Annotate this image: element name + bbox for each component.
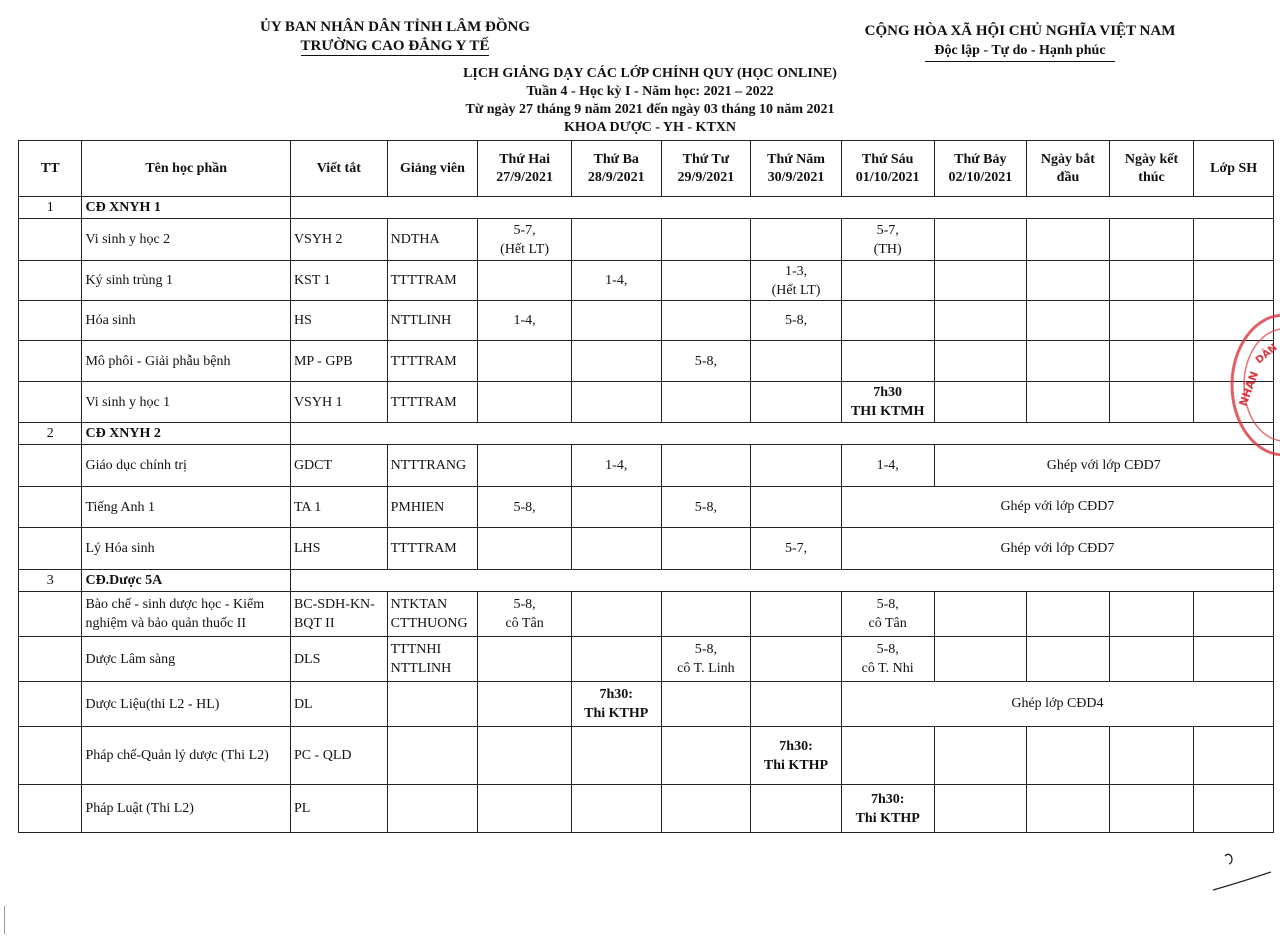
group-number: 3 [19,570,82,592]
day-cell-fri-line: Thi KTHP [855,810,920,826]
day-cell-fri-line: 5-8, [876,642,899,657]
day-cell-thu [751,727,842,785]
day-cell-tue [571,382,661,423]
issuer-block [230,18,560,56]
end-date-cell [1109,341,1194,382]
day-cell-fri [841,785,934,833]
day-cell-wed [661,592,751,637]
day-cell-thu: 5-8, [751,301,842,341]
day-cell-mon [478,219,572,261]
day-cell-wed [661,445,751,487]
svg-text:DÂN: DÂN [1253,342,1280,367]
group-name: CĐ XNYH 1 [82,197,290,219]
row-number [19,727,82,785]
row-number [19,261,82,301]
day-cell-thu [751,341,842,382]
day-cell-fri-line: (TH) [873,241,902,257]
course-abbr: LHS [290,528,387,570]
group-row-filler [290,197,1273,219]
school-name: TRƯỜNG CAO ĐẲNG Y TẾ [300,38,490,54]
day-cell-fri-line: 7h30: [870,791,905,807]
department-name: KHOA DƯỢC - YH - KTXN [563,120,736,135]
table-row [19,592,1274,637]
course-name: Mô phôi - Giải phẫu bệnh [82,341,290,382]
day-cell-wed-line: 5-8, [694,642,717,657]
lecturer [387,682,478,727]
start-date-cell [1027,261,1110,301]
lecturer [387,637,478,682]
issuer-line-2 [230,37,560,56]
lecturer: NTTTRANG [387,445,478,487]
motto-underline [925,61,1115,62]
col-abbr: Viết tắt [290,141,387,197]
day-cell-thu-line: 7h30: [779,738,813,754]
day-cell-mon [478,382,572,423]
day-cell-thu [751,592,842,637]
day-cell-tue: 1-4, [571,261,661,301]
row-number [19,341,82,382]
svg-text:NHÂN: NHÂN [1236,369,1262,409]
day-cell-fri [841,727,934,785]
day-cell-fri-line: 7h30 [873,385,903,400]
day-cell-thu-line: 1-3, [784,263,808,279]
day-cell-fri-line: 5-7, [876,222,899,238]
end-date-cell [1109,261,1194,301]
day-cell-tue: 1-4, [571,445,661,487]
course-name: Lý Hóa sinh [82,528,290,570]
day-cell-tue [571,592,661,637]
start-date-cell [1027,592,1110,637]
day-cell-wed-line: cô T. Linh [677,661,735,676]
row-number [19,528,82,570]
course-name: Tiếng Anh 1 [82,487,290,528]
lecturer [387,785,478,833]
day-cell-fri-line: 5-8, [876,597,899,612]
day-cell-fri-line: cô Tân [868,616,907,631]
day-cell-wed [661,785,751,833]
day-cell-thu-line: (Hết LT) [771,282,821,298]
col-class: Lớp SH [1194,141,1274,197]
day-cell-fri-line: THI KTMH [850,404,925,419]
class-note: Ghép với lớp CĐD7 [841,487,1273,528]
day-cell-tue [571,219,661,261]
row-number [19,592,82,637]
course-name: Vi sinh y học 2 [82,219,290,261]
day-cell-sat [934,592,1027,637]
col-wednesday: Thứ Tư 29/9/2021 [661,141,751,197]
course-name: Pháp chế-Quản lý dược (Thi L2) [82,727,290,785]
class-cell [1194,785,1274,833]
lecturer [387,592,478,637]
lecturer: PMHIEN [387,487,478,528]
row-number [19,682,82,727]
course-abbr: BC-SDH-KN-BQT II [290,592,387,637]
country-name: CỘNG HÒA XÃ HỘI CHỦ NGHĨA VIỆT NAM [864,23,1176,39]
col-monday: Thứ Hai 27/9/2021 [478,141,572,197]
course-abbr: PL [290,785,387,833]
col-lecturer: Giảng viên [387,141,478,197]
start-date-cell [1027,382,1110,423]
national-motto-block [840,22,1200,62]
group-number: 2 [19,423,82,445]
end-date-cell [1109,785,1194,833]
day-cell-thu [751,219,842,261]
day-cell-wed: 5-8, [661,341,751,382]
day-cell-sat [934,382,1027,423]
page-edge-mark [4,905,9,935]
course-abbr: KST 1 [290,261,387,301]
table-row [19,637,1274,682]
day-cell-tue-line: Thi KTHP [584,706,649,721]
table-row [19,301,1274,341]
day-cell-fri [841,637,934,682]
lecturer: TTTTRAM [387,341,478,382]
day-cell-fri [841,592,934,637]
lecturer: NTTLINH [387,301,478,341]
day-cell-thu [751,382,842,423]
day-cell-thu [751,682,842,727]
day-cell-tue [571,727,661,785]
course-name: Dược Lâm sàng [82,637,290,682]
col-tt: TT [19,141,82,197]
day-cell-tue [571,785,661,833]
col-saturday: Thứ Bảy 02/10/2021 [934,141,1027,197]
end-date-cell [1109,727,1194,785]
day-cell-thu: 5-7, [751,528,842,570]
document-title-block [380,65,920,137]
course-abbr: HS [290,301,387,341]
day-cell-thu [751,261,842,301]
course-name: Dược Liệu(thi L2 - HL) [82,682,290,727]
day-cell-wed: 5-8, [661,487,751,528]
day-cell-tue [571,637,661,682]
lecturer-line: NTKTAN [390,597,448,612]
document-subtitle-dates: Từ ngày 27 tháng 9 năm 2021 đến ngày 03 tháng 10 năm 2021 [465,102,835,117]
group-row-filler [290,570,1273,592]
col-end-date: Ngày kết thúc [1109,141,1194,197]
day-cell-thu [751,445,842,487]
start-date-cell [1027,341,1110,382]
day-cell-tue [571,487,661,528]
end-date-cell [1109,301,1194,341]
day-cell-fri [841,219,934,261]
header-row [19,141,1274,197]
table-row [19,682,1274,727]
table-row [19,487,1274,528]
table-row [19,785,1274,833]
start-date-cell [1027,301,1110,341]
course-abbr: DLS [290,637,387,682]
day-cell-mon [478,637,572,682]
group-row [19,197,1274,219]
col-start-date: Ngày bắt đầu [1027,141,1110,197]
schedule-body [19,197,1274,833]
day-cell-mon [478,528,572,570]
row-number [19,445,82,487]
day-cell-mon: 5-8, [478,487,572,528]
document-subtitle-week: Tuần 4 - Học kỳ I - Năm học: 2021 – 2022 [526,84,774,99]
day-cell-mon [478,261,572,301]
col-tuesday: Thứ Ba 28/9/2021 [571,141,661,197]
issuer-line-1: ỦY BAN NHÂN DÂN TỈNH LÂM ĐỒNG [259,19,530,35]
course-abbr: VSYH 1 [290,382,387,423]
lecturer: TTTTRAM [387,382,478,423]
day-cell-mon-line: (Hết LT) [500,241,550,257]
course-name: Vi sinh y học 1 [82,382,290,423]
table-row [19,341,1274,382]
class-cell [1194,592,1274,637]
class-cell [1194,727,1274,785]
day-cell-tue [571,341,661,382]
day-cell-wed [661,219,751,261]
group-row-filler [290,423,1273,445]
motto: Độc lập - Tự do - Hạnh phúc [934,43,1106,58]
day-cell-tue [571,301,661,341]
start-date-cell [1027,219,1110,261]
course-name: Bào chế - sinh dược học - Kiểm nghiệm và bảo quản thuốc II [82,592,290,637]
day-cell-sat [934,219,1027,261]
lecturer-line: TTTNHI [390,642,442,657]
day-cell-tue-line: 7h30: [599,687,633,702]
day-cell-mon [478,727,572,785]
day-cell-mon [478,592,572,637]
day-cell-wed [661,301,751,341]
end-date-cell [1109,219,1194,261]
day-cell-thu [751,785,842,833]
lecturer: TTTTRAM [387,261,478,301]
official-stamp [1226,312,1280,458]
day-cell-mon [478,785,572,833]
day-cell-wed [661,528,751,570]
day-cell-mon-line: 5-8, [513,597,536,612]
course-abbr: DL [290,682,387,727]
day-cell-sat [934,301,1027,341]
row-number [19,301,82,341]
group-row [19,423,1274,445]
end-date-cell [1109,382,1194,423]
group-name: CĐ.Dược 5A [82,570,290,592]
table-row [19,261,1274,301]
day-cell-wed [661,727,751,785]
group-number: 1 [19,197,82,219]
lecturer-line: CTTHUONG [390,616,468,631]
row-number [19,382,82,423]
table-row [19,382,1274,423]
course-name: Pháp Luật (Thi L2) [82,785,290,833]
table-row [19,528,1274,570]
day-cell-wed [661,637,751,682]
row-number [19,219,82,261]
course-abbr: MP - GPB [290,341,387,382]
schedule-table [18,140,1274,833]
day-cell-sat [934,727,1027,785]
day-cell-thu [751,487,842,528]
table-row [19,219,1274,261]
class-note: Ghép với lớp CĐD7 [934,445,1274,487]
day-cell-sat [934,785,1027,833]
day-cell-fri [841,261,934,301]
document-title: LỊCH GIẢNG DẠY CÁC LỚP CHÍNH QUY (HỌC ONLINE) [463,66,837,81]
class-cell [1194,261,1274,301]
day-cell-fri [841,301,934,341]
row-number [19,785,82,833]
table-row [19,727,1274,785]
day-cell-fri [841,341,934,382]
day-cell-mon [478,445,572,487]
group-row [19,570,1274,592]
start-date-cell [1027,637,1110,682]
lecturer: TTTTRAM [387,528,478,570]
course-abbr: VSYH 2 [290,219,387,261]
day-cell-wed [661,682,751,727]
course-name: Hóa sinh [82,301,290,341]
course-abbr: PC - QLD [290,727,387,785]
day-cell-wed [661,382,751,423]
day-cell-sat [934,261,1027,301]
col-friday: Thứ Sáu 01/10/2021 [841,141,934,197]
start-date-cell [1027,785,1110,833]
row-number [19,487,82,528]
course-name: Ký sinh trùng 1 [82,261,290,301]
class-note: Ghép với lớp CĐD7 [841,528,1273,570]
day-cell-mon-line: cô Tân [505,616,544,631]
class-cell [1194,637,1274,682]
day-cell-fri-line: cô T. Nhi [861,661,914,676]
course-name: Giáo dục chính trị [82,445,290,487]
class-cell [1194,219,1274,261]
day-cell-tue [571,528,661,570]
class-note: Ghép lớp CĐD4 [841,682,1273,727]
col-thursday: Thứ Năm 30/9/2021 [751,141,842,197]
end-date-cell [1109,637,1194,682]
row-number [19,637,82,682]
day-cell-sat [934,637,1027,682]
day-cell-tue [571,682,661,727]
signature-mark [1205,848,1275,898]
day-cell-mon-line: 5-7, [513,222,536,238]
lecturer: NDTHA [387,219,478,261]
day-cell-mon [478,682,572,727]
course-abbr: TA 1 [290,487,387,528]
end-date-cell [1109,592,1194,637]
group-name: CĐ XNYH 2 [82,423,290,445]
start-date-cell [1027,727,1110,785]
col-course: Tên học phần [82,141,290,197]
day-cell-wed [661,261,751,301]
day-cell-thu [751,637,842,682]
day-cell-mon [478,341,572,382]
day-cell-thu-line: Thi KTHP [763,757,829,773]
course-abbr: GDCT [290,445,387,487]
table-row [19,445,1274,487]
day-cell-fri: 1-4, [841,445,934,487]
day-cell-fri [841,382,934,423]
day-cell-mon: 1-4, [478,301,572,341]
lecturer [387,727,478,785]
lecturer-line: NTTLINH [390,661,452,676]
day-cell-sat [934,341,1027,382]
